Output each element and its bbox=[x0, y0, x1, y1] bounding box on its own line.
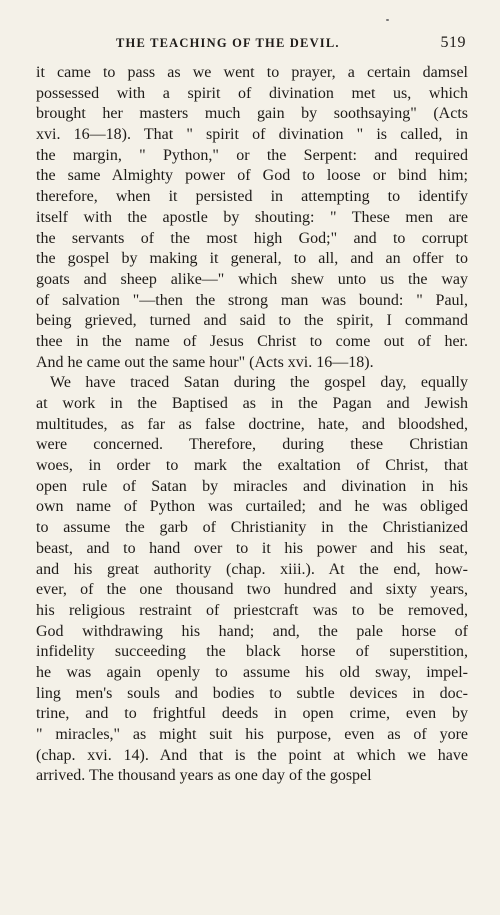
text-line: God withdrawing his hand; and, the pale horse of bbox=[36, 622, 468, 640]
text-line: infidelity succeeding the black horse of superstition, bbox=[36, 643, 468, 661]
text-line: his religious restraint of priestcraft was to be removed, bbox=[36, 601, 468, 619]
text-line: (chap. xvi. 14). And that is the point at which we have bbox=[36, 746, 468, 764]
body-text bbox=[36, 63, 468, 787]
paragraph bbox=[36, 63, 468, 373]
text-line: of salvation "—then the strong man was bound: " Paul, bbox=[36, 291, 468, 309]
text-line: xvi. 16—18). That " spirit of divination " is called, in bbox=[36, 126, 468, 144]
text-line: to assume the garb of Christianity in the Christianized bbox=[36, 519, 468, 537]
text-line: And he came out the same hour" (Acts xvi. 16—18). bbox=[36, 353, 374, 371]
text-line: ever, of the one thousand two hundred and sixty years, bbox=[36, 581, 468, 599]
text-line: open rule of Satan by miracles and divination in his bbox=[36, 477, 468, 495]
text-line: goats and sheep alike—" which shew unto us the way bbox=[36, 270, 468, 288]
text-line: the gospel by making it general, to all, and an offer to bbox=[36, 250, 468, 268]
text-line: itself with the apostle by shouting: " These men are bbox=[36, 208, 468, 226]
page-header bbox=[36, 34, 466, 56]
text-line: possessed with a spirit of divination met us, which bbox=[36, 84, 468, 102]
paragraph bbox=[36, 373, 468, 787]
text-line: he was again openly to assume his old sway, impel- bbox=[36, 663, 468, 681]
text-line: " miracles," as might suit his purpose, even as of yore bbox=[36, 726, 468, 743]
text-line: being grieved, turned and said to the spirit, I command bbox=[36, 312, 468, 330]
text-line: We have traced Satan during the gospel day, equally bbox=[50, 374, 468, 392]
text-line: trine, and to frightful deeds in open crime, even by bbox=[36, 705, 468, 723]
text-line: ling men's souls and bodies to subtle devices in doc- bbox=[36, 684, 468, 702]
page-number: 519 bbox=[440, 34, 466, 51]
running-head: THE TEACHING OF THE DEVIL. bbox=[116, 36, 340, 50]
text-line: the same Almighty power of God to loose or bind him; bbox=[36, 167, 468, 185]
text-line: thee in the name of Jesus Christ to come out of her. bbox=[36, 332, 468, 350]
text-line: beast, and to hand over to it his power and his seat, bbox=[36, 539, 468, 557]
text-line: the margin, " Python," or the Serpent: and required bbox=[36, 146, 468, 164]
ink-speck bbox=[386, 19, 389, 21]
text-line: brought her masters much gain by soothsaying" (Acts bbox=[36, 105, 468, 123]
text-line: were concerned. Therefore, during these Christian bbox=[36, 436, 468, 454]
text-line: at work in the Baptised as in the Pagan and Jewish bbox=[36, 395, 468, 412]
text-line: arrived. The thousand years as one day of the gospel bbox=[36, 767, 372, 785]
text-line: and his great authority (chap. xiii.). At the end, how- bbox=[36, 560, 468, 578]
text-line: therefore, when it persisted in attempting to identify bbox=[36, 188, 468, 206]
text-line: multitudes, as far as false doctrine, hate, and bloodshed, bbox=[36, 415, 468, 433]
text-line: it came to pass as we went to prayer, a certain damsel bbox=[36, 64, 468, 81]
text-line: woes, in order to mark the exaltation of Christ, that bbox=[36, 457, 468, 475]
text-line: own name of Python was curtailed; and he was obliged bbox=[36, 498, 468, 516]
text-line: the servants of the most high God;" and to corrupt bbox=[36, 229, 468, 247]
